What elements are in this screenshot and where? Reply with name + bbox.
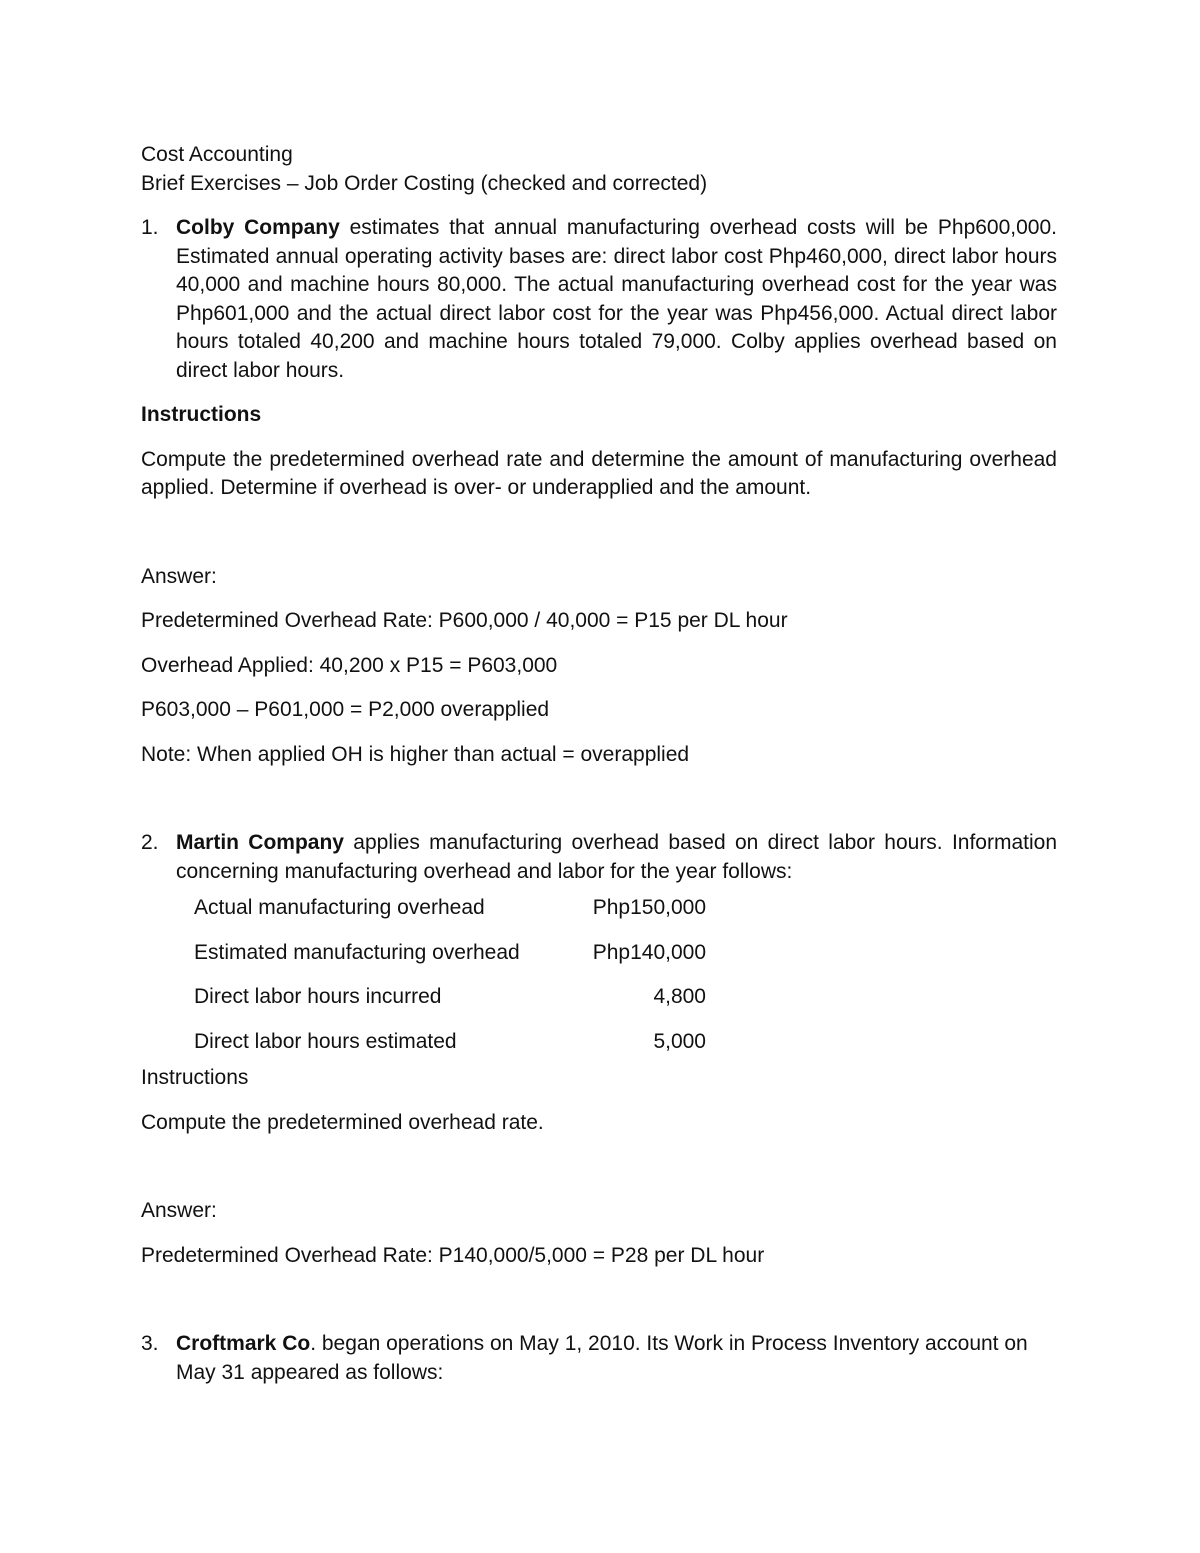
row-value: Php140,000: [592, 940, 706, 964]
exercise-2: [141, 829, 1057, 886]
exercise-number: 2.: [141, 831, 159, 854]
answer-line: Predetermined Overhead Rate: P600,000 / 40,000 = P15 per DL hour: [141, 609, 788, 632]
answer-label: Answer:: [141, 1199, 217, 1222]
document-page: [141, 141, 1057, 1387]
row-value: 4,800: [653, 985, 706, 1008]
exercise-description: estimates that annual manufacturing overhead costs will be Php600,000. Estimated annual operating activity bases are: direct labor cost Php460,000, direct labor hours 40,000 and machine hours 80,000. The actual manufacturing overhead cost for the year was Php601,000 and the actual direct labor cost for the year was Php456,000. Actual direct labor hours totaled 40,200 and machine hours totaled 79,000. Colby applies overhead based on direct labor hours.: [176, 216, 1057, 382]
instructions-heading: Instructions: [141, 1066, 249, 1089]
row-value: Php150,000: [592, 896, 706, 919]
exercise-description: applies manufacturing overhead based on direct labor hours. Information concerning manufacturing overhead and labor for the year follows:: [176, 831, 1058, 883]
answer-note: Note: When applied OH is higher than actual = overapplied: [141, 742, 690, 766]
exercise-1: [141, 214, 1057, 385]
document-subtitle: Brief Exercises – Job Order Costing (checked and corrected): [141, 171, 708, 195]
instructions-heading: Instructions: [141, 403, 262, 426]
table-row: [194, 931, 706, 976]
exercise-number: 1.: [141, 216, 159, 239]
instructions-text: Compute the predetermined overhead rate and determine the amount of manufacturing overhead applied. Determine if overhead is over- or underapplied and the amount.: [141, 447, 1057, 499]
row-value: 5,000: [653, 1029, 706, 1053]
row-label: Actual manufacturing overhead: [194, 896, 485, 919]
exercise-3-text: [176, 1330, 1057, 1387]
row-label: Direct labor hours estimated: [194, 1029, 457, 1053]
table-row: [194, 886, 706, 931]
exercise-number: 3.: [141, 1332, 159, 1355]
exercise-2-text: [176, 829, 1057, 886]
exercise-description: . began operations on May 1, 2010. Its Work in Process Inventory account on May 31 appeared as follows:: [176, 1332, 1028, 1384]
company-name: Martin Company: [176, 831, 344, 854]
row-label: Estimated manufacturing overhead: [194, 940, 520, 964]
table-row: [194, 975, 706, 1020]
answer-line: Predetermined Overhead Rate: P140,000/5,000 = P28 per DL hour: [141, 1243, 765, 1267]
answer-label: Answer:: [141, 564, 217, 588]
overhead-data-table: [194, 886, 706, 1064]
exercise-1-text: [176, 214, 1057, 385]
answer-line: Overhead Applied: 40,200 x P15 = P603,000: [141, 653, 558, 677]
row-label: Direct labor hours incurred: [194, 985, 442, 1008]
instructions-text: Compute the predetermined overhead rate.: [141, 1110, 544, 1134]
answer-line: P603,000 – P601,000 = P2,000 overapplied: [141, 698, 550, 721]
course-title: Cost Accounting: [141, 143, 293, 166]
company-name: Croftmark Co: [176, 1332, 311, 1355]
table-row: [194, 1020, 706, 1065]
company-name: Colby Company: [176, 216, 340, 239]
exercise-3: [141, 1330, 1057, 1387]
